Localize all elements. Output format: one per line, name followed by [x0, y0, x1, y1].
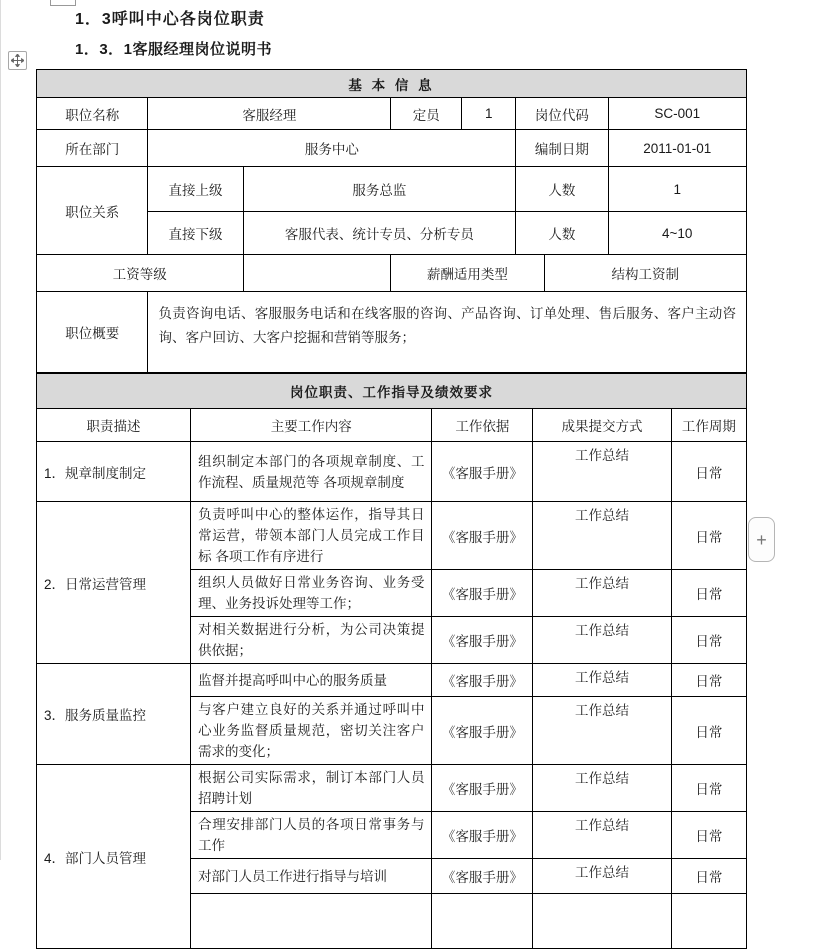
duty-group-label: 2．日常运营管理 — [37, 502, 191, 664]
duty-cycle-cell: 日常 — [671, 765, 746, 812]
duty-basis-cell: 《客服手册》 — [432, 859, 533, 894]
duty-group-label: 4．部门人员管理 — [37, 765, 191, 949]
duty-basis-cell: 《客服手册》 — [432, 617, 533, 664]
department-label: 所在部门 — [37, 130, 148, 167]
subordinate-label: 直接下级 — [148, 212, 243, 255]
duty-content-cell: 组织制定本部门的各项规章制度、工作流程、质量规范等 各项规章制度 — [191, 442, 432, 502]
duty-cycle-cell: 日常 — [671, 664, 746, 697]
duty-cycle-cell-cutoff — [671, 894, 746, 949]
job-code-value: SC-001 — [608, 98, 747, 130]
basic-info-table — [36, 69, 747, 373]
basic-info-header: 基 本 信 息 — [37, 70, 747, 98]
salary-type-label: 薪酬适用类型 — [391, 255, 544, 292]
date-value: 2011-01-01 — [608, 130, 747, 167]
superior-count: 1 — [608, 167, 747, 212]
duty-basis-cell: 《客服手册》 — [432, 765, 533, 812]
quota-label: 定员 — [391, 98, 462, 130]
duty-result-cell: 工作总结 — [533, 502, 671, 570]
plus-icon: + — [756, 529, 767, 550]
window-left-edge — [0, 0, 1, 860]
section-title: 1．3呼叫中心各岗位职责 — [75, 11, 265, 28]
col-header-cycle: 工作周期 — [671, 409, 746, 442]
duty-basis-cell-cutoff — [432, 894, 533, 949]
col-header-duty: 职责描述 — [37, 409, 191, 442]
insert-plus-button[interactable] — [748, 517, 775, 562]
duty-result-cell: 工作总结 — [533, 442, 671, 502]
relation-label: 职位关系 — [37, 167, 148, 255]
headcount-label-1: 人数 — [516, 167, 608, 212]
duty-basis-cell: 《客服手册》 — [432, 664, 533, 697]
duty-result-cell: 工作总结 — [533, 570, 671, 617]
duty-content-cell: 合理安排部门人员的各项日常事务与工作 — [191, 812, 432, 859]
job-code-label: 岗位代码 — [516, 98, 608, 130]
col-header-basis: 工作依据 — [432, 409, 533, 442]
date-label: 编制日期 — [516, 130, 608, 167]
duty-basis-cell: 《客服手册》 — [432, 570, 533, 617]
duty-basis-cell: 《客服手册》 — [432, 502, 533, 570]
col-header-content: 主要工作内容 — [191, 409, 432, 442]
duty-result-cell: 工作总结 — [533, 765, 671, 812]
duty-content-cell: 监督并提高呼叫中心的服务质量 — [191, 664, 432, 697]
headcount-label-2: 人数 — [516, 212, 608, 255]
duty-cycle-cell: 日常 — [671, 502, 746, 570]
duty-content-cell-cutoff — [191, 894, 432, 949]
duty-content-cell: 对相关数据进行分析，为公司决策提供依据； — [191, 617, 432, 664]
cropped-ui-fragment — [50, 0, 76, 6]
summary-value: 负责咨询电话、客服服务电话和在线客服的咨询、产品咨询、订单处理、售后服务、客户主动咨询、客户回访、大客户挖掘和营销等服务； — [148, 292, 747, 373]
duty-cycle-cell: 日常 — [671, 442, 746, 502]
table-move-handle[interactable] — [8, 51, 27, 70]
duties-header: 岗位职责、工作指导及绩效要求 — [37, 374, 747, 409]
salary-grade-label: 工资等级 — [37, 255, 244, 292]
duty-cycle-cell: 日常 — [671, 859, 746, 894]
job-title-label: 职位名称 — [37, 98, 148, 130]
duty-result-cell: 工作总结 — [533, 697, 671, 765]
duty-result-cell: 工作总结 — [533, 664, 671, 697]
duty-content-cell: 与客户建立良好的关系并通过呼叫中心业务监督质量规范，密切关注客户需求的变化； — [191, 697, 432, 765]
duty-group-label: 1．规章制度制定 — [37, 442, 191, 502]
subordinate-value: 客服代表、统计专员、分析专员 — [243, 212, 516, 255]
duty-cycle-cell: 日常 — [671, 617, 746, 664]
salary-grade-value — [243, 255, 391, 292]
subordinate-count: 4~10 — [608, 212, 747, 255]
duty-content-cell: 对部门人员工作进行指导与培训 — [191, 859, 432, 894]
duty-group-label: 3．服务质量监控 — [37, 664, 191, 765]
duty-content-cell: 负责呼叫中心的整体运作，指导其日常运营，带领本部门人员完成工作目标 各项工作有序进行 — [191, 502, 432, 570]
superior-label: 直接上级 — [148, 167, 243, 212]
duty-content-cell: 组织人员做好日常业务咨询、业务受理、业务投诉处理等工作； — [191, 570, 432, 617]
superior-value: 服务总监 — [243, 167, 516, 212]
job-title-value: 客服经理 — [148, 98, 391, 130]
duty-basis-cell: 《客服手册》 — [432, 812, 533, 859]
duty-cycle-cell: 日常 — [671, 570, 746, 617]
job-description-table — [36, 69, 747, 949]
duty-result-cell: 工作总结 — [533, 617, 671, 664]
duty-content-cell: 根据公司实际需求，制订本部门人员招聘计划 — [191, 765, 432, 812]
duty-basis-cell: 《客服手册》 — [432, 442, 533, 502]
duty-cycle-cell: 日常 — [671, 697, 746, 765]
duty-result-cell: 工作总结 — [533, 812, 671, 859]
duty-basis-cell: 《客服手册》 — [432, 697, 533, 765]
duty-cycle-cell: 日常 — [671, 812, 746, 859]
quota-value: 1 — [462, 98, 516, 130]
salary-type-value: 结构工资制 — [544, 255, 746, 292]
duty-result-cell: 工作总结 — [533, 859, 671, 894]
move-icon — [11, 54, 24, 67]
col-header-result: 成果提交方式 — [533, 409, 671, 442]
subsection-title: 1．3．1客服经理岗位说明书 — [75, 41, 273, 58]
department-value: 服务中心 — [148, 130, 516, 167]
summary-label: 职位概要 — [37, 292, 148, 373]
duty-result-cell-cutoff — [533, 894, 671, 949]
duties-table — [36, 373, 747, 949]
